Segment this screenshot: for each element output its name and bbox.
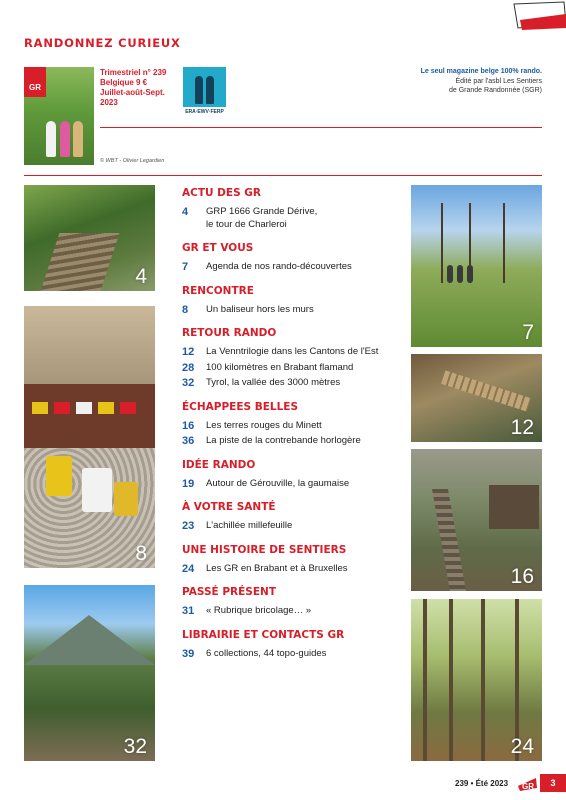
toc-entry[interactable]: 23 L'achillée millefeuille — [182, 520, 293, 532]
toc-entry[interactable]: 39 6 collections, 44 topo-guides — [182, 647, 327, 660]
page-number: 24 — [182, 562, 195, 575]
page-number: 31 — [182, 605, 195, 617]
section-title: GR ET VOUS — [182, 242, 254, 254]
toc-section-passe-present — [182, 585, 402, 618]
photo-credit: © WBT - Olivier Legardien — [100, 158, 165, 164]
toc-entry[interactable]: 12 La Venntrilogie dans les Cantons de l'Est — [182, 346, 379, 358]
section-title: ACTU DES GR — [182, 187, 261, 199]
section-title: UNE HISTOIRE DE SENTIERS — [182, 543, 347, 556]
toc-entry[interactable]: 28 100 kilomètres en Brabant flamand — [182, 361, 354, 374]
issue-info: Trimestriel n° 239 Belgique 9 € Juillet-août-Sept. 2023 — [100, 68, 167, 107]
page-number: 39 — [182, 647, 195, 660]
toc-section-une-histoire-de-sentiers — [182, 543, 402, 576]
toc-entry[interactable]: 32 Tyrol, la vallée des 3000 mètres — [182, 377, 341, 389]
page-number: 36 — [182, 435, 195, 447]
section-title: À VOTRE SANTÉ — [182, 501, 276, 513]
tagline: Le seul magazine belge 100% rando. Édité par l'asbl Les Sentiers de Grande Randonnée (SGR) — [420, 68, 542, 94]
cover-thumbnail — [24, 67, 94, 165]
photo-page-24: 24 — [411, 599, 542, 761]
toc-section-a-votre-sante — [182, 500, 402, 533]
page-number-badge: 3 — [540, 774, 566, 792]
toc-section-rencontre — [182, 284, 402, 317]
toc-entry[interactable]: 8 Un baliseur hors les murs — [182, 303, 314, 316]
header-divider — [100, 127, 542, 128]
svg-text:GR: GR — [522, 782, 534, 791]
section-title: RETOUR RANDO — [182, 327, 277, 339]
toc-entry[interactable]: 4 GRP 1666 Grande Dérive, le tour de Charleroi — [182, 206, 318, 230]
page-number: 12 — [182, 346, 195, 358]
section-title: IDÉE RANDO — [182, 458, 256, 471]
page-number: 32 — [182, 377, 195, 389]
toc-section-actu-des-gr — [182, 186, 402, 231]
page-number: 23 — [182, 520, 195, 532]
page-number: 28 — [182, 361, 195, 374]
table-of-contents — [182, 186, 402, 670]
page-number: 7 — [182, 261, 189, 273]
photo-page-32: 32 — [24, 585, 155, 761]
photo-page-7: 7 — [411, 185, 542, 347]
toc-section-gr-et-vous — [182, 241, 402, 274]
section-title: LIBRAIRIE ET CONTACTS GR — [182, 628, 345, 641]
toc-entry[interactable]: 31 « Rubrique bricolage… » — [182, 605, 312, 617]
era-ewv-ferp-logo: ERA·EWV·FERP — [183, 67, 226, 117]
section-title: PASSÉ PRÉSENT — [182, 586, 276, 598]
toc-section-retour-rando — [182, 326, 402, 390]
toc-entry[interactable]: 19 Autour de Gérouville, la gaumaise — [182, 477, 350, 490]
toc-section-librairie — [182, 628, 402, 661]
page-number: 16 — [182, 419, 195, 432]
toc-entry[interactable]: 16 Les terres rouges du Minett — [182, 419, 322, 432]
photo-page-12: 12 — [411, 354, 542, 442]
toc-section-echappees-belles — [182, 400, 402, 448]
toc-section-idee-rando — [182, 458, 402, 491]
photo-page-16: 16 — [411, 449, 542, 591]
corner-flag-graphic — [504, 0, 566, 36]
toc-divider — [24, 175, 542, 176]
section-title: RENCONTRE — [182, 284, 254, 297]
page-number: 4 — [182, 206, 189, 218]
photo-page-8: 8 — [24, 306, 155, 568]
toc-entry[interactable]: 7 Agenda de nos rando-découvertes — [182, 261, 352, 273]
cover-gr-badge: GR — [24, 67, 46, 97]
toc-entry[interactable]: 24 Les GR en Brabant et à Bruxelles — [182, 562, 348, 575]
toc-entry[interactable]: 36 La piste de la contrebande horlogère — [182, 435, 361, 447]
magazine-title: RANDONNEZ CURIEUX — [24, 36, 181, 50]
page-number: 19 — [182, 477, 195, 490]
section-title: ÉCHAPPEES BELLES — [182, 400, 299, 413]
page-number: 8 — [182, 303, 189, 316]
footer-issue-season: 239 • Été 2023 — [455, 779, 509, 788]
gr-logo-icon — [516, 776, 538, 792]
photo-page-4: 4 — [24, 185, 155, 291]
